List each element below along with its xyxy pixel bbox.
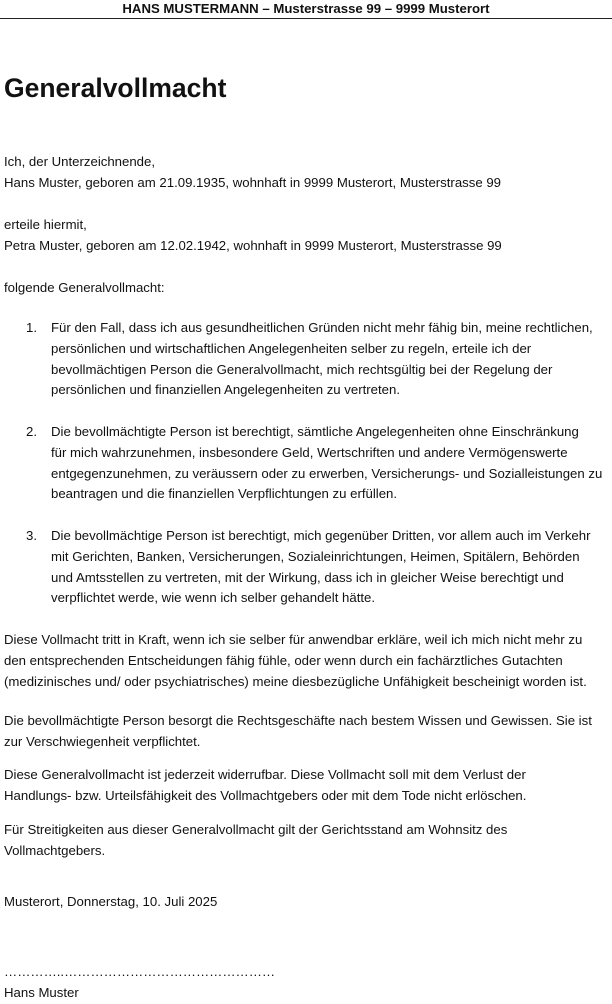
list-item-line: persönlichen und wirtschaftlichen Angelegenheiten selber zu regeln, erteile ich der <box>51 340 532 356</box>
list-item-line: verpflichtet werde, wie wenn ich selber gehandelt hätte. <box>51 590 376 606</box>
letterhead-text: HANS MUSTERMANN – Musterstrasse 99 – 9999 Musterort <box>122 1 490 16</box>
list-item-line: bevollmächtigen Person die Generalvollmacht, mich rechtsgültig bei der Regelung der <box>51 361 553 377</box>
agent-details: Petra Muster, geboren am 12.02.1942, wohnhaft in 9999 Musterort, Musterstrasse 99 <box>4 237 502 253</box>
signature-name: Hans Muster <box>4 984 79 1000</box>
agent-block <box>4 215 610 257</box>
list-item-line: entgegenzunehmen, zu veräussern oder zu erwerben, Versicherungs- und Sozialleistungen zu <box>51 465 603 481</box>
paragraph-line: den entsprechenden Entscheidungen fähig fühle, oder wenn durch ein fachärztliches Gutachten <box>4 652 563 668</box>
principal-block <box>4 152 610 194</box>
list-intro: folgende Generalvollmacht: <box>4 280 165 295</box>
list-item-line: und Amtsstellen zu vertreten, mit der Wirkung, dass ich in gleicher Weise berechtigt und <box>51 569 564 585</box>
principal-intro: Ich, der Unterzeichnende, <box>4 154 156 169</box>
list-item-line: Die bevollmächtigte Person ist berechtigt, sämtliche Angelegenheiten ohne Einschränkung <box>51 424 579 439</box>
list-item <box>51 526 611 609</box>
signature-line: …………..………………………………………… <box>4 964 276 979</box>
paragraph-line: (medizinisches und/ oder psychiatrisches) meine diesbezügliche Unfähigkeit bescheinigt worden ist. <box>4 673 587 689</box>
paragraph-line: Die bevollmächtigte Person besorgt die Rechtsgeschäfte nach bestem Wissen und Gewissen. Sie ist <box>4 713 592 728</box>
paragraph-effect <box>4 630 610 692</box>
place-date: Musterort, Donnerstag, 10. Juli 2025 <box>4 894 218 909</box>
paragraph-duties <box>4 711 610 753</box>
paragraph-revocation <box>4 765 610 807</box>
paragraph-line: zur Verschwiegenheit verpflichtet. <box>4 733 201 749</box>
paragraph-jurisdiction <box>4 820 610 862</box>
signature-block <box>4 962 610 1004</box>
letterhead <box>0 0 612 19</box>
list-item-line: mit Gerichten, Banken, Versicherungen, Sozialeinrichtungen, Heimen, Spitälern, Behörden <box>51 548 580 564</box>
list-item-line: Die bevollmächtige Person ist berechtigt, mich gegenüber Dritten, vor allem auch im Verkehr <box>51 528 591 543</box>
paragraph-line: Diese Generalvollmacht ist jederzeit widerrufbar. Diese Vollmacht soll mit dem Verlust der <box>4 767 526 782</box>
agent-intro: erteile hiermit, <box>4 217 87 232</box>
paragraph-line: Für Streitigkeiten aus dieser Generalvollmacht gilt der Gerichtsstand am Wohnsitz des <box>4 822 508 837</box>
list-item <box>51 318 611 401</box>
list-item-number: 1. <box>26 320 37 335</box>
list-item-line: für mich wahrzunehmen, insbesondere Geld, Wertschriften und andere Vermögenswerte <box>51 444 568 460</box>
list-item-number: 2. <box>26 424 37 439</box>
list-item-line: beantragen und die finanziellen Verpflichtungen zu erfüllen. <box>51 486 398 502</box>
principal-details: Hans Muster, geboren am 21.09.1935, wohnhaft in 9999 Musterort, Musterstrasse 99 <box>4 174 502 190</box>
list-item-line: Für den Fall, dass ich aus gesundheitlichen Gründen nicht mehr fähig bin, meine rechtlichen, <box>51 320 593 335</box>
paragraph-line: Vollmachtgebers. <box>4 842 106 858</box>
list-item-number: 3. <box>26 528 37 543</box>
list-item <box>51 422 611 505</box>
list-item-line: persönlichen und finanziellen Angelegenheiten zu vertreten. <box>51 382 400 398</box>
paragraph-line: Handlungs- bzw. Urteilsfähigkeit des Vollmachtgebers oder mit dem Tode nicht erlöschen. <box>4 787 527 803</box>
paragraph-line: Diese Vollmacht tritt in Kraft, wenn ich sie selber für anwendbar erkläre, weil ich mich nicht mehr zu <box>4 632 583 647</box>
document-title: Generalvollmacht <box>4 73 227 103</box>
